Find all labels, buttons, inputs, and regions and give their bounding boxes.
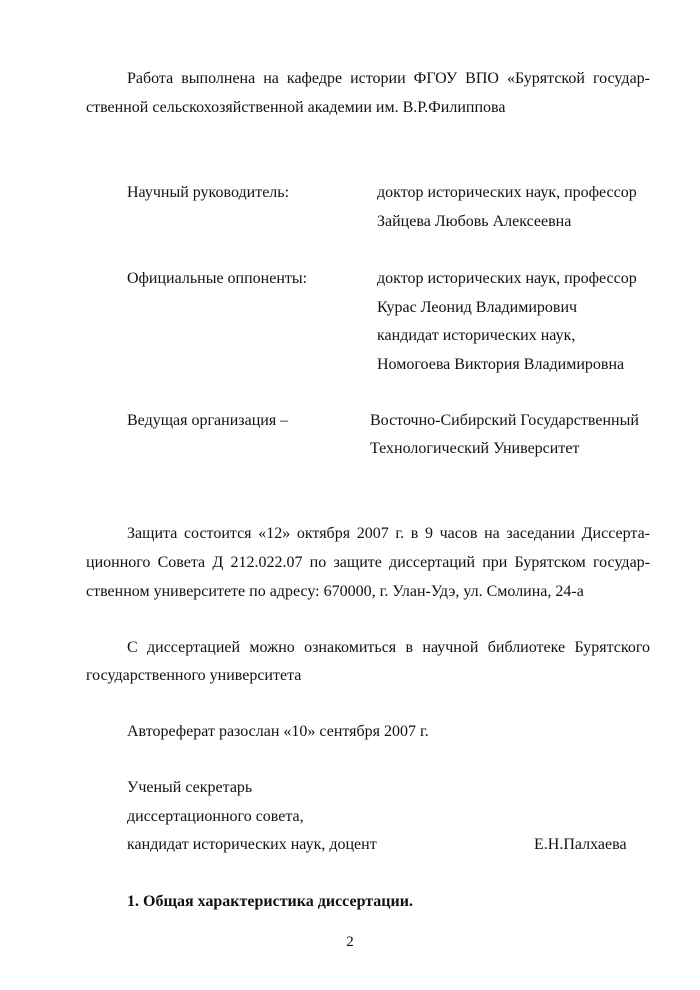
lead-org-line-2: Технологический Университет <box>370 440 580 457</box>
lead-org-line-1: Восточно-Сибирский Государственный <box>370 412 639 429</box>
opponents-line-1: доктор исторических наук, профессор <box>377 270 637 287</box>
section-heading: 1. Общая характеристика диссертации. <box>127 893 413 910</box>
library-line-2: государственного университета <box>86 667 302 684</box>
defense-line-3: ственном университете по адресу: 670000, г. Улан-Удэ, ул. Смолина, 24-а <box>86 583 584 600</box>
opponents-line-4: Номогоева Виктория Владимировна <box>377 356 625 373</box>
defense-line-2: ционного Совета Д 212.022.07 по защите диссертаций при Бурятском государ- <box>86 554 650 571</box>
defense-line-1: Защита состоится «12» октября 2007 г. в 9 часов на заседании Диссерта- <box>127 525 650 542</box>
mailing-date: Автореферат разослан «10» сентября 2007 г. <box>127 723 429 740</box>
intro-line-1: Работа выполнена на кафедре истории ФГОУ ВПО «Бурятской государ- <box>127 70 650 87</box>
supervisor-line-2: Зайцева Любовь Алексеевна <box>377 213 572 230</box>
lead-org-label: Ведущая организация – <box>127 412 289 429</box>
supervisor-line-1: доктор исторических наук, профессор <box>377 184 637 201</box>
secretary-name: Е.Н.Палхаева <box>534 836 627 853</box>
opponents-line-2: Курас Леонид Владимирович <box>377 299 578 316</box>
opponents-label: Официальные оппоненты: <box>127 270 308 287</box>
intro-line-2: ственной сельскохозяйственной академии им. В.Р.Филиппова <box>86 99 506 116</box>
secretary-line-1: Ученый секретарь <box>127 779 253 796</box>
secretary-line-2: диссертационного совета, <box>127 808 304 825</box>
opponents-line-3: кандидат исторических наук, <box>377 327 576 344</box>
page-number: 2 <box>346 934 354 950</box>
secretary-line-3: кандидат исторических наук, доцент <box>127 836 377 853</box>
supervisor-label: Научный руководитель: <box>127 184 290 201</box>
library-line-1: С диссертацией можно ознакомиться в научной библиотеке Бурятского <box>127 639 650 656</box>
